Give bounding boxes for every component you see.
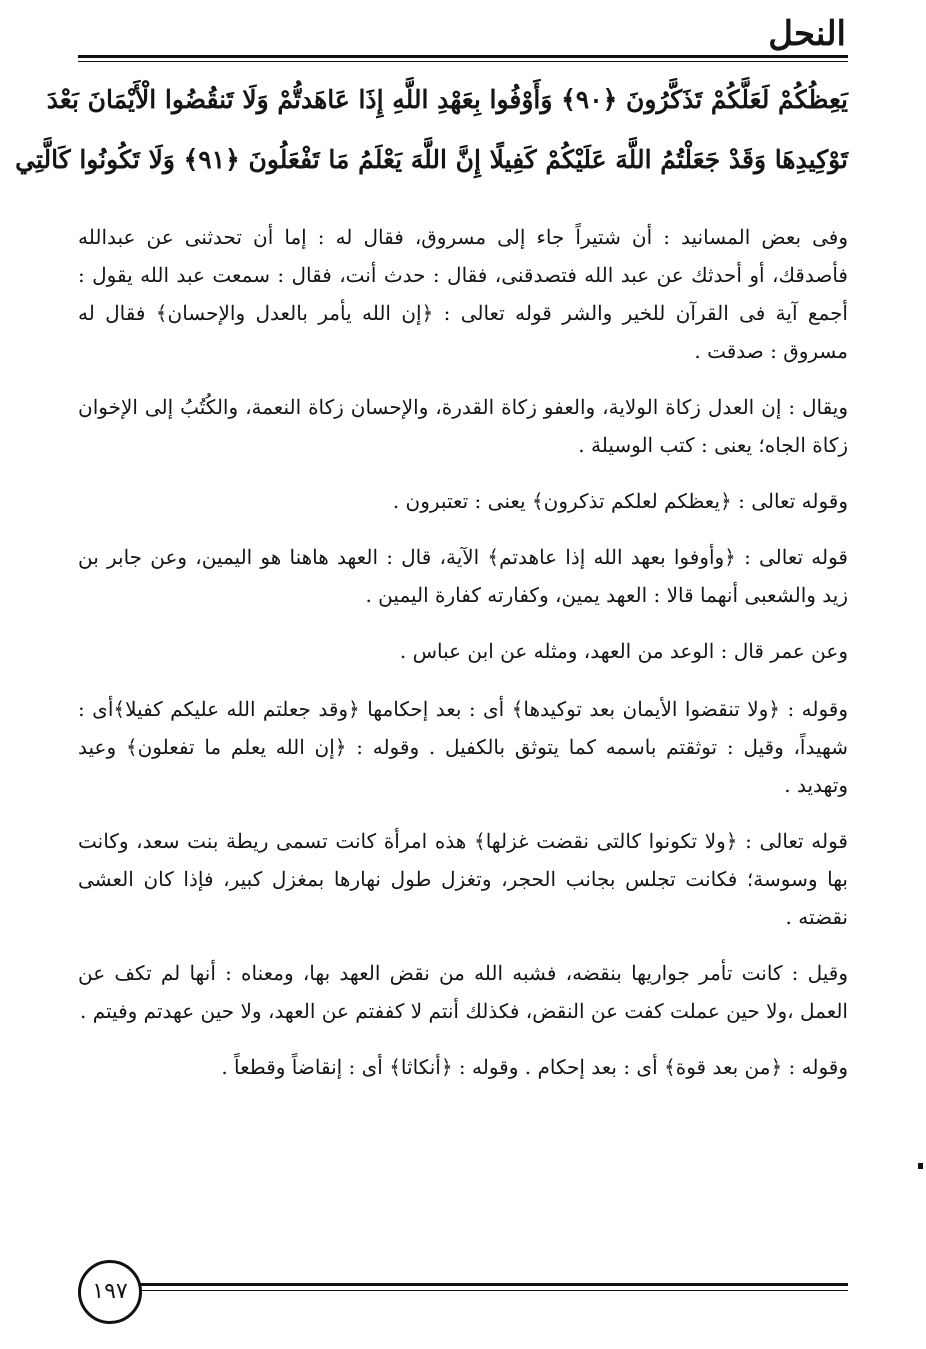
header-rule-thin — [78, 61, 848, 62]
commentary-paragraph: قوله تعالى : ﴿ولا تكونوا كالتى نقضت غزلها﴾ هذه امرأة كانت تسمى ريطة بنت سعد، وكانت بها وسوسة؛ فكانت تجلس بجانب الحجر، وتغزل طول نهارها بمغزل كبير، فإذا كان العشى نقضته . — [78, 829, 848, 929]
commentary-paragraph: وقوله : ﴿من بعد قوة﴾ أى : بعد إحكام . وقوله : ﴿أنكاثا﴾ أى : إنقاضاً وقطعاً . — [221, 1055, 848, 1079]
commentary-paragraph: وقيل : كانت تأمر جواريها بنقضه، فشبه الله من نقض العهد بها، ومعناه : أنها لم تكف عن العمل ،ولا حين عملت كفت عن النقض، فكذلك أنتم لا كففتم عن العهد، ولا حين عهدتم وفيتم . — [78, 961, 848, 1023]
commentary-paragraph: وفى بعض المسانيد : أن شتيراً جاء إلى مسروق، فقال له : إما أن تحدثنى عن عبدالله فأصدقك، أو أحدثك عن عبد الله فتصدقنى، فقال : حدث أنت، فقال : سمعت عبد الله يقول : أجمع آية فى القرآن للخير والشر قوله تعالى : ﴿إن الله يأمر بالعدل والإحسان﴾ فقال له مسروق : صدقت . — [78, 225, 848, 363]
footer-rule-thin — [138, 1290, 848, 1291]
verse-line: تَوْكِيدِهَا وَقَدْ جَعَلْتُمُ اللَّهَ عَلَيْكُمْ كَفِيلًا إِنَّ اللَّهَ يَعْلَمُ مَا تَفْعَلُونَ ﴿٩١﴾ وَلَا تَكُونُوا كَالَّتِي — [15, 145, 848, 174]
commentary-paragraph: ويقال : إن العدل زكاة الولاية، والعفو زكاة القدرة، والإحسان زكاة النعمة، والكُتُبُ إلى الإخوان زكاة الجاه؛ يعنى : كتب الوسيلة . — [78, 395, 848, 457]
commentary-paragraph: وعن عمر قال : الوعد من العهد، ومثله عن ابن عباس . — [399, 639, 848, 663]
verse-line: يَعِظُكُمْ لَعَلَّكُمْ تَذَكَّرُونَ ﴿٩٠﴾ وَأَوْفُوا بِعَهْدِ اللَّهِ إِذَا عَاهَدتُّمْ وَلَا تَنقُضُوا الْأَيْمَانَ بَعْدَ — [46, 85, 848, 114]
commentary-paragraph: وقوله : ﴿ولا تنقضوا الأيمان بعد توكيدها﴾ أى : بعد إحكامها ﴿وقد جعلتم الله عليكم كفيلا﴾أى : شهيداً، وقيل : توثقتم باسمه كما يتوثق بالكفيل . وقوله : ﴿إن الله يعلم ما تفعلون﴾ وعيد وتهديد . — [78, 697, 848, 797]
commentary-paragraph: قوله تعالى : ﴿وأوفوا بعهد الله إذا عاهدتم﴾ الآية، قال : العهد هاهنا هو اليمين، وعن جابر بن زيد والشعبى أنهما قالا : العهد يمين، وكفارته كفارة اليمين . — [78, 545, 848, 607]
surah-title: النحل — [768, 14, 846, 54]
header-rule-thick — [78, 55, 848, 58]
page-number: ١٩٧ — [78, 1260, 142, 1324]
commentary-paragraph: وقوله تعالى : ﴿يعظكم لعلكم تذكرون﴾ يعنى : تعتبرون . — [392, 489, 848, 513]
quran-verses — [15, 70, 848, 190]
commentary — [78, 218, 848, 1104]
footer-rule-thick — [138, 1283, 848, 1286]
margin-mark — [918, 1163, 923, 1169]
